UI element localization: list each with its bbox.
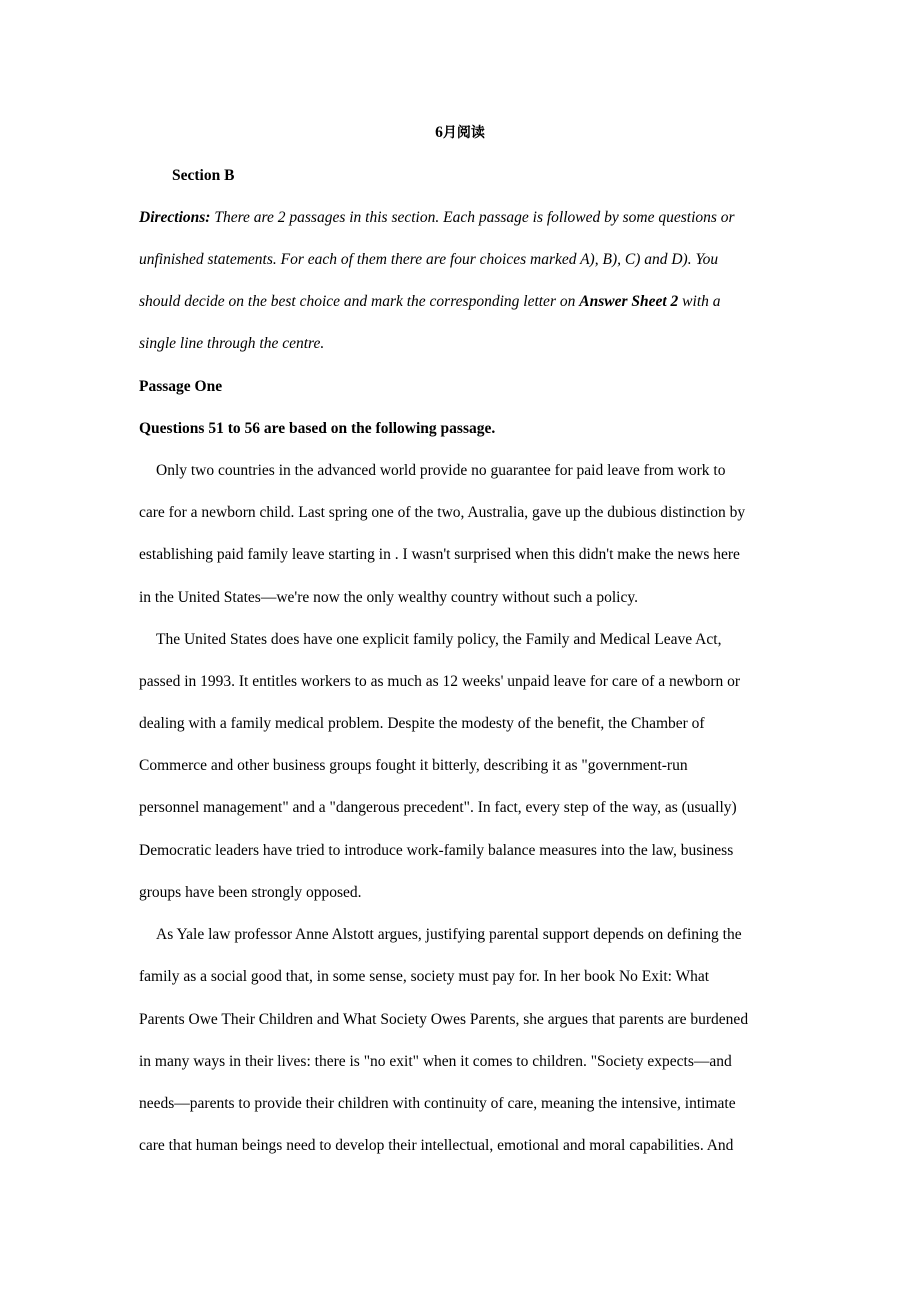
- title-text: 月阅读: [442, 125, 485, 141]
- page-title: [0, 123, 920, 143]
- directions-label: Directions:: [139, 209, 211, 226]
- passage-line: family as a social good that, in some sense, society must pay for. In her book No Exit: What: [139, 968, 710, 985]
- passage-line: The United States does have one explicit family policy, the Family and Medical Leave Act,: [156, 631, 722, 648]
- passage-line: care that human beings need to develop their intellectual, emotional and moral capabilities. And: [139, 1137, 734, 1154]
- directions-text-1: There are 2 passages in this section. Each passage is followed by some questions or: [210, 209, 735, 226]
- passage-line: Commerce and other business groups fought it bitterly, describing it as "government-run: [139, 757, 688, 774]
- passage-line: personnel management" and a "dangerous precedent". In fact, every step of the way, as (usually): [139, 799, 737, 816]
- directions-line-3: [139, 292, 789, 312]
- passage-line: care for a newborn child. Last spring one of the two, Australia, gave up the dubious distinction by: [139, 504, 746, 521]
- passage-line: Parents Owe Their Children and What Society Owes Parents, she argues that parents are burdened: [139, 1011, 749, 1028]
- title-number: 6: [435, 124, 443, 141]
- passage-line: in many ways in their lives: there is "no exit" when it comes to children. "Society expects—and: [139, 1053, 732, 1070]
- directions-text-3-before: should decide on the best choice and mark the corresponding letter on: [139, 293, 580, 310]
- passage-line: needs—parents to provide their children with continuity of care, meaning the intensive, intimate: [139, 1095, 736, 1112]
- directions-line-2: unfinished statements. For each of them there are four choices marked A), B), C) and D). You: [139, 251, 719, 268]
- passage-heading: Passage One: [139, 378, 223, 395]
- passage-line: groups have been strongly opposed.: [139, 884, 362, 901]
- directions-line-4: single line through the centre.: [139, 335, 325, 352]
- section-heading: Section B: [172, 167, 235, 184]
- passage-line: Democratic leaders have tried to introduce work-family balance measures into the law, business: [139, 842, 734, 859]
- passage-line: in the United States—we're now the only wealthy country without such a policy.: [139, 589, 638, 606]
- passage-line: Only two countries in the advanced world provide no guarantee for paid leave from work to: [156, 462, 726, 479]
- directions-line-1: [139, 208, 789, 228]
- answer-sheet-label: Answer Sheet 2: [579, 293, 679, 310]
- passage-line: passed in 1993. It entitles workers to as much as 12 weeks' unpaid leave for care of a newborn or: [139, 673, 741, 690]
- directions-text-3-after: with a: [678, 293, 721, 310]
- passage-line: As Yale law professor Anne Alstott argues, justifying parental support depends on defining the: [156, 926, 742, 943]
- passage-line: dealing with a family medical problem. Despite the modesty of the benefit, the Chamber of: [139, 715, 705, 732]
- questions-intro: Questions 51 to 56 are based on the following passage.: [139, 420, 496, 437]
- passage-line: establishing paid family leave starting in . I wasn't surprised when this didn't make the news here: [139, 546, 740, 563]
